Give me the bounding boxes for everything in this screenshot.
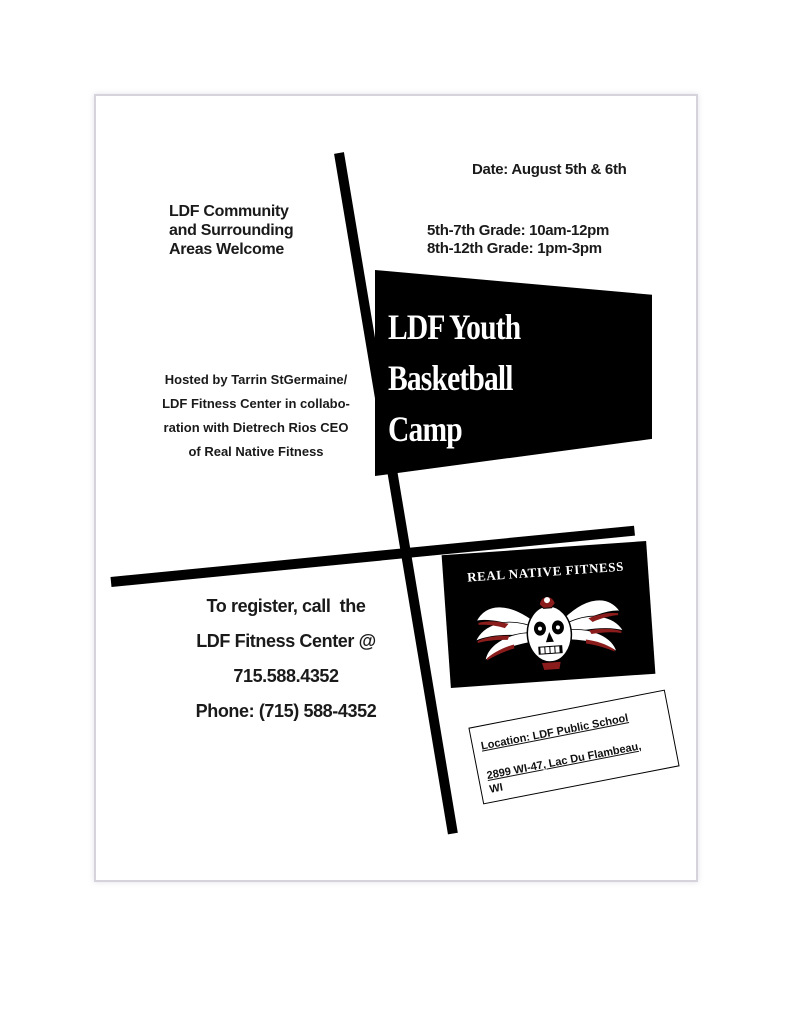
hosted-line-3: ration with Dietrech Rios CEO [163, 420, 349, 435]
title-line-1: LDF Youth [388, 307, 521, 347]
welcome-line-2: and Surrounding [169, 222, 294, 239]
register-phone-1: 715.588.4352 [233, 666, 339, 686]
flyer-page [96, 96, 696, 880]
native-mask-icon [466, 571, 633, 682]
welcome-line-3: Areas Welcome [169, 241, 284, 258]
hosted-line-2: LDF Fitness Center in collabo- [162, 396, 350, 411]
hosted-line-4: of Real Native Fitness [188, 444, 324, 459]
hosted-line-1: Hosted by Tarrin StGermaine/ [164, 372, 348, 387]
location-name: Location: LDF Public School [480, 712, 630, 753]
event-title [388, 302, 520, 455]
register-line-2: LDF Fitness Center @ [196, 631, 376, 651]
location-state: WI [488, 781, 504, 796]
logo-text: REAL NATIVE FITNESS [466, 558, 625, 585]
welcome-text [169, 202, 293, 259]
title-line-3: Camp [388, 409, 462, 449]
register-info [156, 589, 416, 729]
hosted-by-text [126, 368, 386, 464]
schedule-line-1: 5th-7th Grade: 10am-12pm [427, 222, 610, 239]
welcome-line-1: LDF Community [169, 203, 289, 220]
title-line-2: Basketball [388, 358, 513, 398]
real-native-fitness-logo [442, 541, 656, 688]
register-phone-2: Phone: (715) 588-4352 [195, 701, 377, 721]
location-box [468, 690, 679, 805]
register-line-1: To register, call the [206, 596, 366, 616]
schedule-line-2: 8th-12th Grade: 1pm-3pm [427, 240, 602, 257]
location-address: 2899 WI-47, Lac Du Flambeau, [485, 740, 643, 783]
event-date: Date: August 5th & 6th [472, 161, 627, 178]
